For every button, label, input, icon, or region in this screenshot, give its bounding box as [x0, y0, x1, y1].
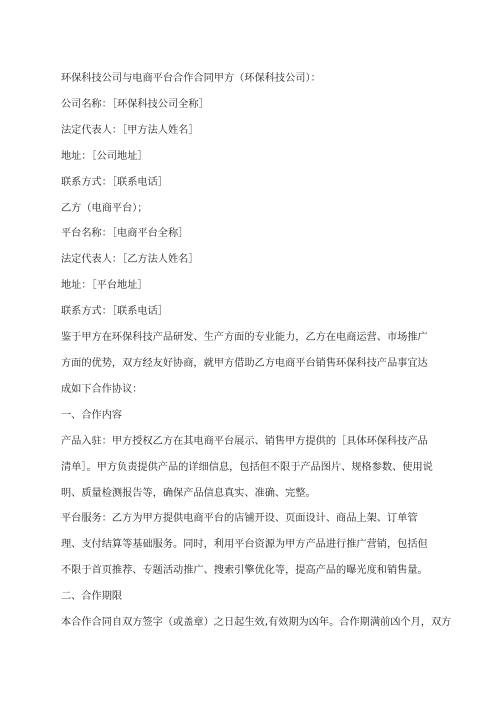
document-body: [61, 66, 452, 636]
preamble-paragraph: 鉴于甲方在环保科技产品研发、生产方面的专业能力，乙方在电商运营、市场推广方面的优势，双方经友好协商，就甲方借助乙方电商平台销售环保科技产品事宜达成如下合作协议：: [61, 332, 428, 395]
party-b-heading: 乙方（电商平台）；: [61, 202, 148, 214]
party-b-contact: 联系方式：［联系电话］: [61, 306, 168, 318]
section-2-heading: 二、合作期限: [61, 591, 123, 603]
product-listing-paragraph: 产品入驻：甲方授权乙方在其电商平台展示、销售甲方提供的［具体环保科技产品清单］。甲方负责提供产品的详细信息，包括但不限于产品图片、规格参数、使用说明、质量检测报告等，确保产品信息真实、准确、完整。: [61, 435, 433, 499]
party-a-company-name: 公司名称：［环保科技公司全称］: [61, 98, 209, 110]
party-b-address: 地址：［平台地址］: [61, 280, 148, 292]
contract-title-line: 环保科技公司与电商平台合作合同甲方（环保科技公司）：: [61, 73, 321, 84]
party-a-contact: 联系方式：［联系电话］: [61, 176, 168, 188]
platform-service-paragraph: 平台服务：乙方为甲方提供电商平台的店铺开设、页面设计、商品上架、订单管理、支付结算等基础服务。同时，利用平台资源为甲方产品进行推广营销，包括但不限于首页推荐、专题活动推广、搜索引擎优化等，提高产品的曝光度和销售量。: [61, 513, 428, 577]
party-a-legal-representative: 法定代表人：［甲方法人姓名］: [61, 124, 199, 136]
party-b-legal-representative: 法定代表人：［乙方法人姓名］: [61, 254, 199, 266]
party-a-address: 地址：［公司地址］: [61, 150, 148, 162]
term-paragraph: 本合作合同自双方签字（或盖章）之日起生效,有效期为凶年。合作期满前凶个月，双方: [61, 617, 452, 629]
party-b-platform-name: 平台名称：［电商平台全称］: [61, 228, 189, 240]
section-1-heading: 一、合作内容: [61, 409, 123, 421]
